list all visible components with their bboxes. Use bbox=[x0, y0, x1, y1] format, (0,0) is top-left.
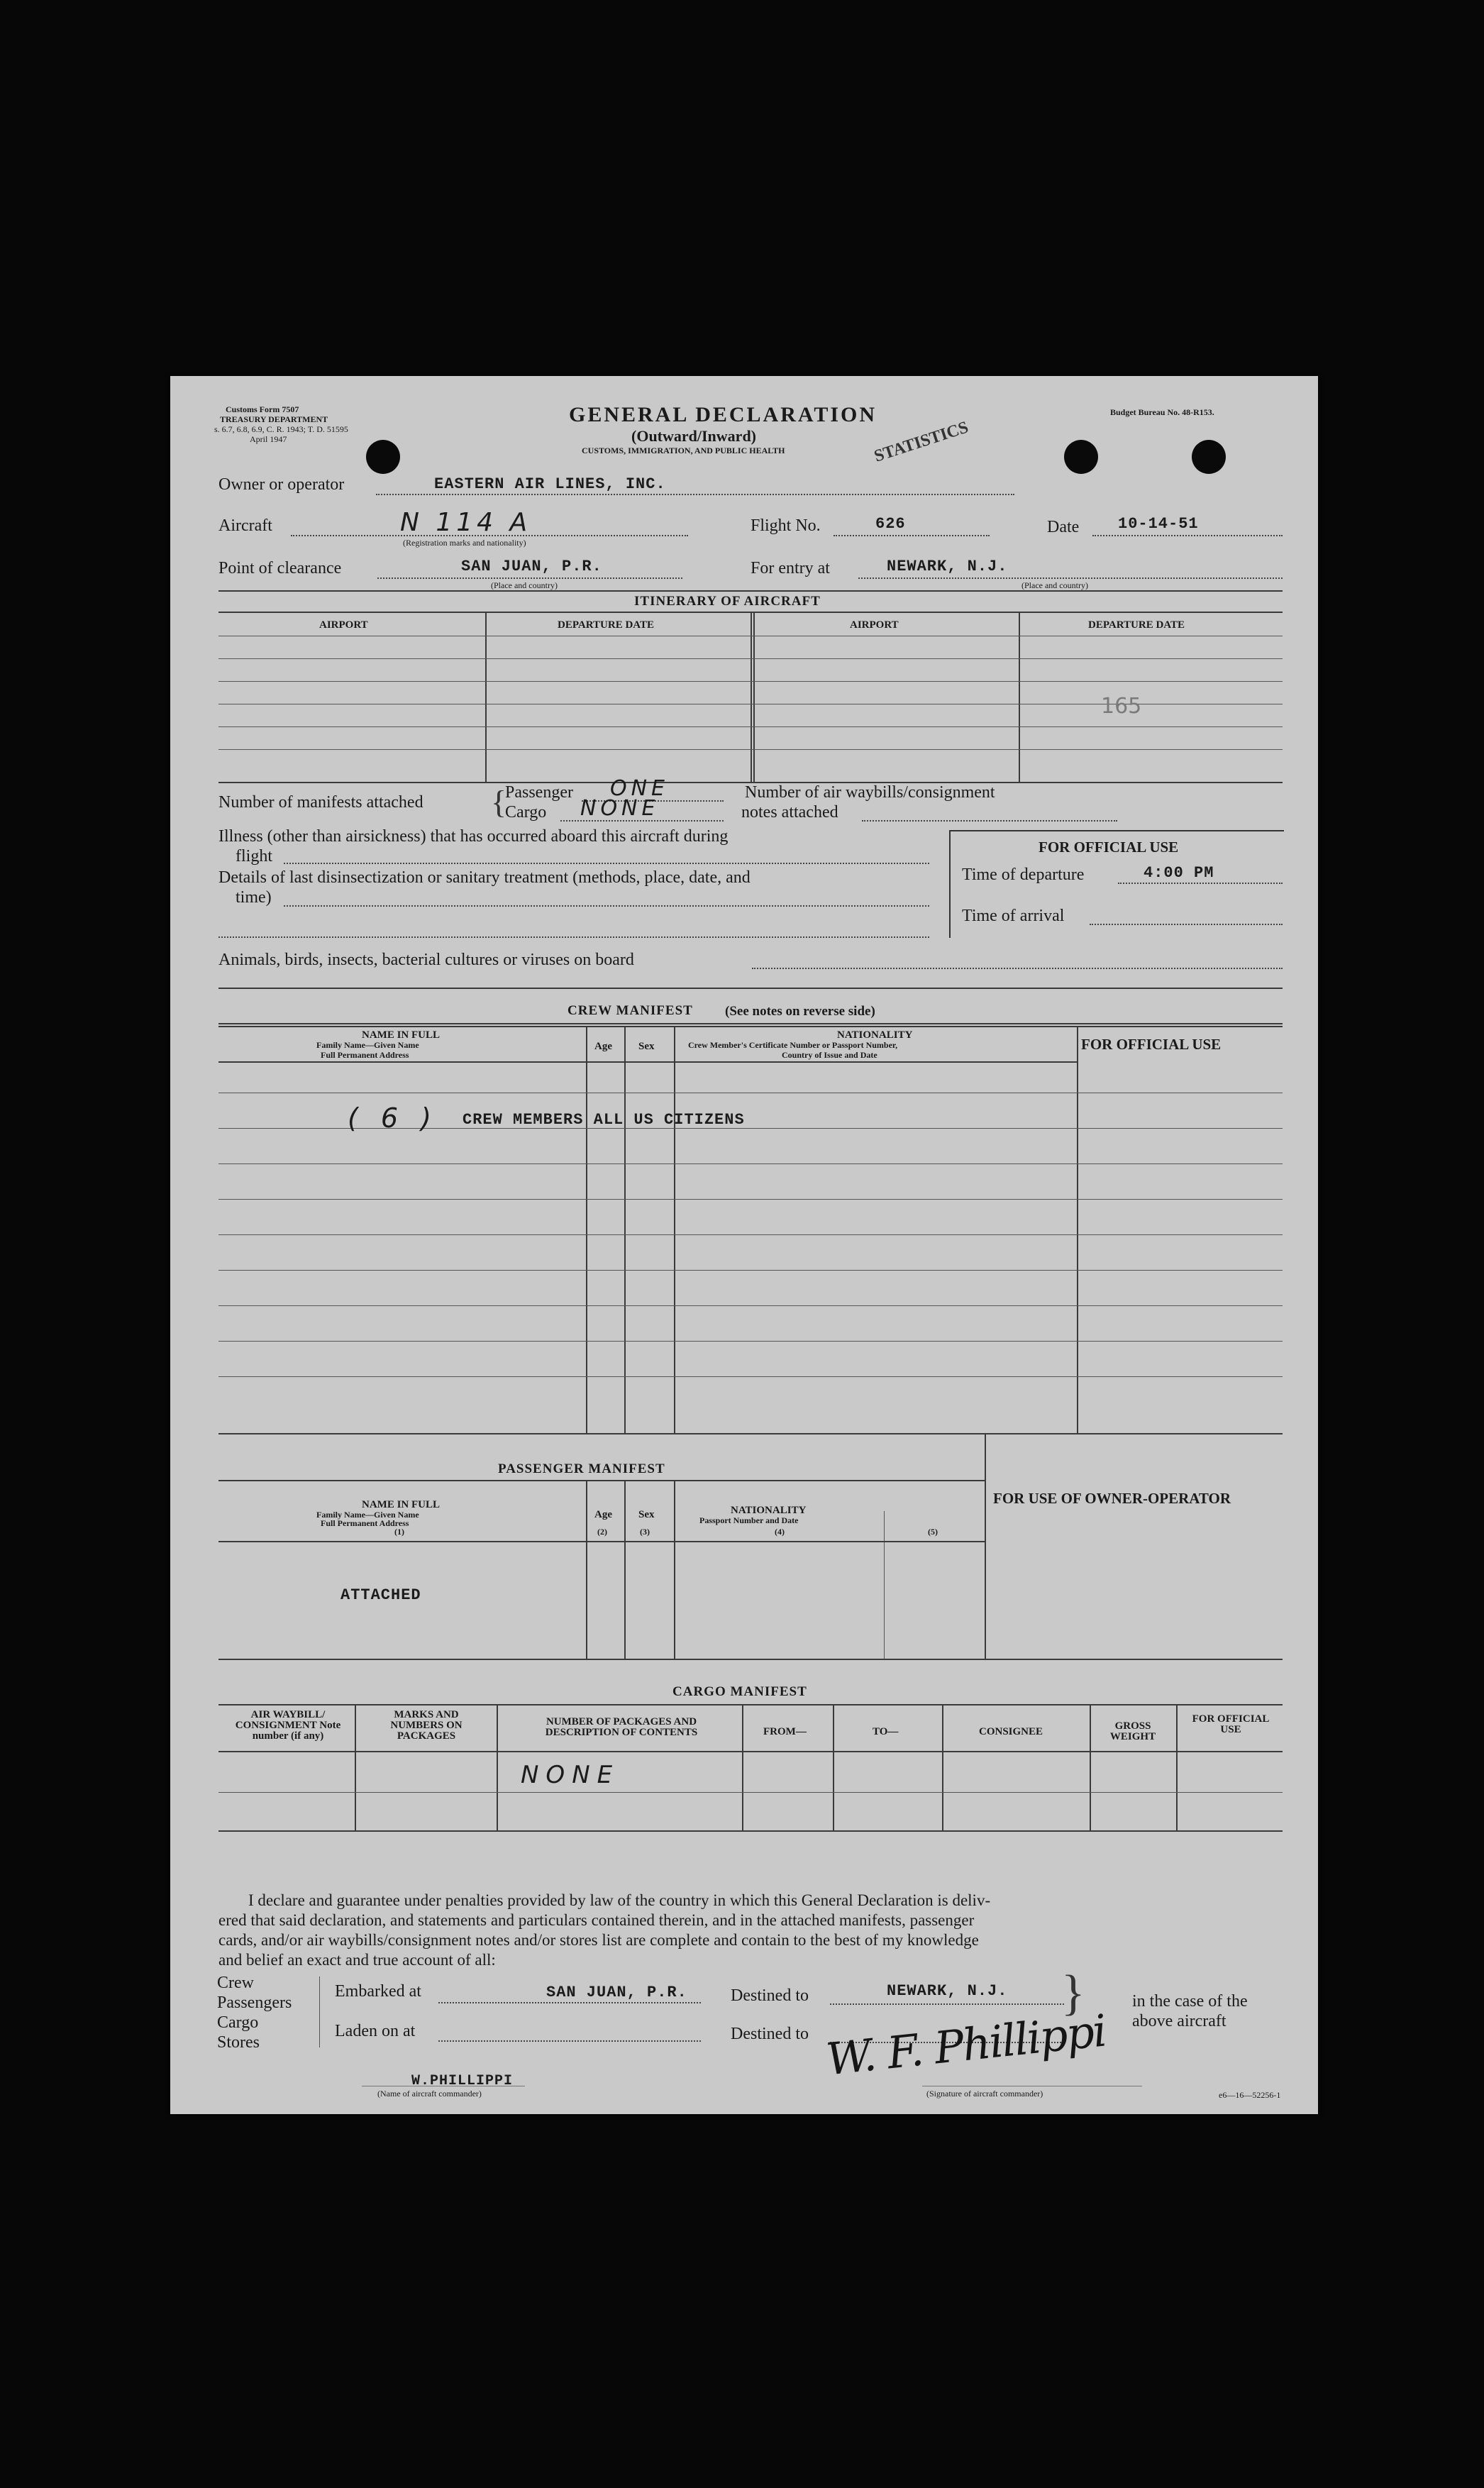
waybills-label: Number of air waybills/consignment bbox=[745, 783, 995, 802]
aircraft-label: Aircraft bbox=[218, 516, 272, 535]
passenger-entry: ATTACHED bbox=[340, 1586, 421, 1604]
print-code: e6—16—52256-1 bbox=[1219, 2090, 1281, 2100]
aircraft-value: N 114 A bbox=[400, 508, 532, 537]
crew-col-name-3: Full Permanent Address bbox=[321, 1050, 409, 1060]
declaration-list-stores: Stores bbox=[217, 2033, 260, 2052]
embarked-value: SAN JUAN, P.R. bbox=[546, 1984, 687, 2001]
arrival-time-label: Time of arrival bbox=[962, 907, 1065, 925]
cargo-col-to: TO— bbox=[873, 1726, 899, 1737]
passenger-col-age-num: (2) bbox=[597, 1527, 607, 1537]
entry-note: (Place and country) bbox=[1021, 580, 1088, 590]
departure-time-label: Time of departure bbox=[962, 866, 1085, 884]
flight-value: 626 bbox=[875, 515, 906, 533]
cargo-col-official: FOR OFFICIAL USE bbox=[1192, 1713, 1270, 1735]
owner-value: EASTERN AIR LINES, INC. bbox=[434, 475, 666, 493]
passenger-col-name: NAME IN FULL bbox=[362, 1499, 441, 1510]
crew-col-sex: Sex bbox=[638, 1041, 655, 1052]
crew-manifest-title: CREW MANIFEST bbox=[567, 1003, 693, 1018]
owner-operator-col: FOR USE OF OWNER-OPERATOR bbox=[993, 1490, 1231, 1507]
cargo-col-marks: MARKS AND NUMBERS ON PACKAGES bbox=[390, 1709, 463, 1742]
punch-hole bbox=[1192, 440, 1226, 474]
laden-label: Laden on at bbox=[335, 2022, 416, 2040]
itinerary-title: ITINERARY OF AIRCRAFT bbox=[634, 594, 821, 609]
illness-label-2: flight bbox=[236, 847, 272, 866]
form-subtitle: (Outward/Inward) bbox=[631, 427, 757, 445]
entry-value: NEWARK, N.J. bbox=[887, 558, 1008, 575]
passenger-col-name-3: Full Permanent Address bbox=[321, 1518, 409, 1528]
passenger-col-age: Age bbox=[594, 1509, 612, 1520]
declaration-form: Customs Form 7507 TREASURY DEPARTMENT s. 6.7, 6.8, 6.9, C. R. 1943; T. D. 51595 April 1947 GENERAL DECLARATION (Outward/Inward) CUSTOMS, IMMIGRATION, AND PUBLIC HEALTH STATISTICS Budget Bureau No. 48-R153. Owner or operator EASTERN AIR LINES, INC. Aircraft N 114 A (Registration marks and nationality) Flight No. 626 Date 10-14-51 Point of clearance SAN JUAN, P.R. (Place and country) For entry at NEWARK, N.J. (Place and country) ITINERARY OF AIRCRAFT AIRPORT DEPARTURE DATE AIRPORT DEPARTURE DATE 165 Number of manifests attached { Passenger ONE Cargo NONE Number of air waybills/consignment notes attached Illness (other than airsickness) that has occurred aboard this aircraft during flight Details of last disinsectization or sanitary treatment (methods, place, date, and time) Animals, birds, insects, bacterial cultures or viruses on board FOR OFFICIAL USE Time of departure 4:00 PM Time of arrival CREW MANIFEST (See notes on reverse side) NAME IN FULL Family Name—Given Name Full Permanent Address Age Sex NATIONALITY Crew Member's Certificate Number or Passport Number, Country of Issue and Date FOR OFFICIAL USE ( 6 ) CREW MEMBERS ALL US CITIZENS PASSENGER MANIFEST NAME IN FULL Family Name—Given Name Full Permanent Address (1) Age (2) Sex (3) NATIONALITY Passport Number and Date (4) (5) FOR USE OF OWNER-OPERATOR ATTACHED CARGO MANIFEST AIR WAYBILL/ CONSIGNMENT Note number (if any) MARKS AND NUMBERS ON PACKAGES NUMBER OF PACKAGES AND DESCRIPTION OF CONTENTS FROM— TO— CONSIGNEE GROSS WEIGHT FOR OFFICIAL USE NONE I declare and guarantee under penalties provided by law of the country in which this General Declaration is deliv- ered that said declaration, and statements and particulars contained therein, and in the attached manifests, passenger cards, and/or air waybills/consignment notes and/or stores list are complete and contain to the best of my knowledge and belief an exact and true account of all: Crew Passengers Cargo Stores Embarked at SAN JUAN, P.R. Laden on at Destined to NEWARK, N.J. Destined to } in the case of the above aircraft W.PHILLIPPI (Name of aircraft commander) W. F. Phillippi (Signature of aircraft commander) e6—16—52256-1 bbox=[170, 376, 1318, 2114]
destined-value: NEWARK, N.J. bbox=[887, 1982, 1008, 2000]
crew-col-name: NAME IN FULL bbox=[362, 1029, 441, 1041]
statistics-stamp: STATISTICS bbox=[872, 418, 971, 466]
department: TREASURY DEPARTMENT bbox=[220, 414, 328, 424]
declaration-list-cargo: Cargo bbox=[217, 2013, 259, 2032]
crew-entry: CREW MEMBERS ALL US CITIZENS bbox=[463, 1111, 745, 1129]
regulations: s. 6.7, 6.8, 6.9, C. R. 1943; T. D. 51595 bbox=[214, 424, 348, 434]
destined-label: Destined to bbox=[731, 1986, 809, 2005]
itinerary-col-departure-2: DEPARTURE DATE bbox=[1088, 619, 1185, 631]
crew-col-nationality: NATIONALITY bbox=[837, 1029, 913, 1041]
form-date: April 1947 bbox=[250, 434, 287, 444]
cargo-entry: NONE bbox=[521, 1761, 620, 1789]
itinerary-col-airport: AIRPORT bbox=[319, 619, 368, 631]
illness-label: Illness (other than airsickness) that has occurred aboard this aircraft during bbox=[218, 827, 729, 846]
budget-number: Budget Bureau No. 48-R153. bbox=[1110, 407, 1214, 417]
signature-label: (Signature of aircraft commander) bbox=[926, 2089, 1043, 2099]
itinerary-note-number: 165 bbox=[1101, 694, 1142, 719]
passenger-col-nationality: NATIONALITY bbox=[731, 1505, 807, 1516]
cargo-col-consignee: CONSIGNEE bbox=[979, 1726, 1043, 1737]
cargo-col-weight: GROSS WEIGHT bbox=[1109, 1720, 1156, 1742]
cargo-col-waybill: AIR WAYBILL/ CONSIGNMENT Note number (if any) bbox=[235, 1709, 341, 1742]
crew-col-name-2: Family Name—Given Name bbox=[316, 1040, 419, 1050]
passenger-col-nationality-num: (4) bbox=[775, 1527, 785, 1537]
departure-time-value: 4:00 PM bbox=[1144, 864, 1214, 882]
aircraft-note: (Registration marks and nationality) bbox=[403, 538, 526, 548]
passenger-col-name-num: (1) bbox=[394, 1527, 404, 1537]
itinerary-col-airport-2: AIRPORT bbox=[850, 619, 899, 631]
passenger-label: Passenger bbox=[505, 783, 573, 802]
declaration-list-passengers: Passengers bbox=[217, 1994, 292, 2012]
crew-col-nationality-2: Crew Member's Certificate Number or Passport Number, bbox=[688, 1040, 898, 1050]
itinerary-col-departure: DEPARTURE DATE bbox=[558, 619, 655, 631]
owner-label: Owner or operator bbox=[218, 475, 345, 494]
disinsect-label: Details of last disinsectization or sanitary treatment (methods, place, date, and bbox=[218, 868, 751, 887]
case-text-2: above aircraft bbox=[1132, 2012, 1226, 2030]
date-label: Date bbox=[1047, 518, 1080, 536]
case-text: in the case of the bbox=[1132, 1992, 1248, 2011]
passenger-col-name-2: Family Name—Given Name bbox=[316, 1510, 419, 1520]
punch-hole bbox=[366, 440, 400, 474]
destined-label-2: Destined to bbox=[731, 2025, 809, 2043]
punch-hole bbox=[1064, 440, 1098, 474]
declaration-text-1: I declare and guarantee under penalties provided by law of the country in which this General Declaration is deliv- bbox=[248, 1891, 991, 1909]
declaration-text-2: ered that said declaration, and statements and particulars contained therein, and in the attached manifests, passenger bbox=[218, 1911, 975, 1929]
crew-col-age: Age bbox=[594, 1041, 612, 1052]
disinsect-label-2: time) bbox=[236, 888, 272, 907]
cargo-manifest-title: CARGO MANIFEST bbox=[672, 1684, 807, 1699]
passenger-manifest-title: PASSENGER MANIFEST bbox=[498, 1461, 665, 1476]
embarked-label: Embarked at bbox=[335, 1982, 421, 2001]
animals-label: Animals, birds, insects, bacterial cultures or viruses on board bbox=[218, 951, 634, 969]
flight-label: Flight No. bbox=[751, 516, 821, 535]
commander-signature: W. F. Phillippi bbox=[824, 2004, 1108, 2086]
entry-label: For entry at bbox=[751, 559, 830, 577]
clearance-note: (Place and country) bbox=[491, 580, 558, 590]
passenger-col-5: (5) bbox=[928, 1527, 938, 1537]
passenger-col-sex-num: (3) bbox=[640, 1527, 650, 1537]
crew-manifest-note: (See notes on reverse side) bbox=[725, 1004, 875, 1019]
crew-col-nationality-3: Country of Issue and Date bbox=[782, 1050, 877, 1060]
declaration-text-4: and belief an exact and true account of all: bbox=[218, 1951, 496, 1969]
passenger-col-sex: Sex bbox=[638, 1509, 655, 1520]
official-use-title: FOR OFFICIAL USE bbox=[1039, 839, 1179, 856]
cargo-label: Cargo bbox=[505, 803, 547, 822]
passenger-manifest-count: ONE bbox=[610, 776, 670, 801]
agencies: CUSTOMS, IMMIGRATION, AND PUBLIC HEALTH bbox=[582, 446, 785, 455]
declaration-text-3: cards, and/or air waybills/consignment notes and/or stores list are complete and contain to the best of my knowledge bbox=[218, 1931, 979, 1949]
clearance-value: SAN JUAN, P.R. bbox=[461, 558, 602, 575]
commander-label: (Name of aircraft commander) bbox=[377, 2089, 482, 2099]
cargo-col-from: FROM— bbox=[763, 1726, 807, 1737]
declaration-list-crew: Crew bbox=[217, 1974, 254, 1992]
waybills-label-2: notes attached bbox=[741, 803, 838, 822]
crew-col-official: FOR OFFICIAL USE bbox=[1081, 1036, 1222, 1053]
form-title: GENERAL DECLARATION bbox=[569, 403, 877, 426]
clearance-label: Point of clearance bbox=[218, 559, 342, 577]
commander-name: W.PHILLIPPI bbox=[411, 2073, 514, 2089]
passenger-col-nationality-2: Passport Number and Date bbox=[699, 1515, 799, 1525]
manifests-label: Number of manifests attached bbox=[218, 793, 423, 812]
cargo-manifest-count: NONE bbox=[580, 796, 660, 821]
cargo-col-packages: NUMBER OF PACKAGES AND DESCRIPTION OF CONTENTS bbox=[545, 1716, 698, 1738]
crew-count: ( 6 ) bbox=[348, 1102, 438, 1134]
form-id: Customs Form 7507 bbox=[226, 404, 299, 414]
date-value: 10-14-51 bbox=[1118, 515, 1199, 533]
